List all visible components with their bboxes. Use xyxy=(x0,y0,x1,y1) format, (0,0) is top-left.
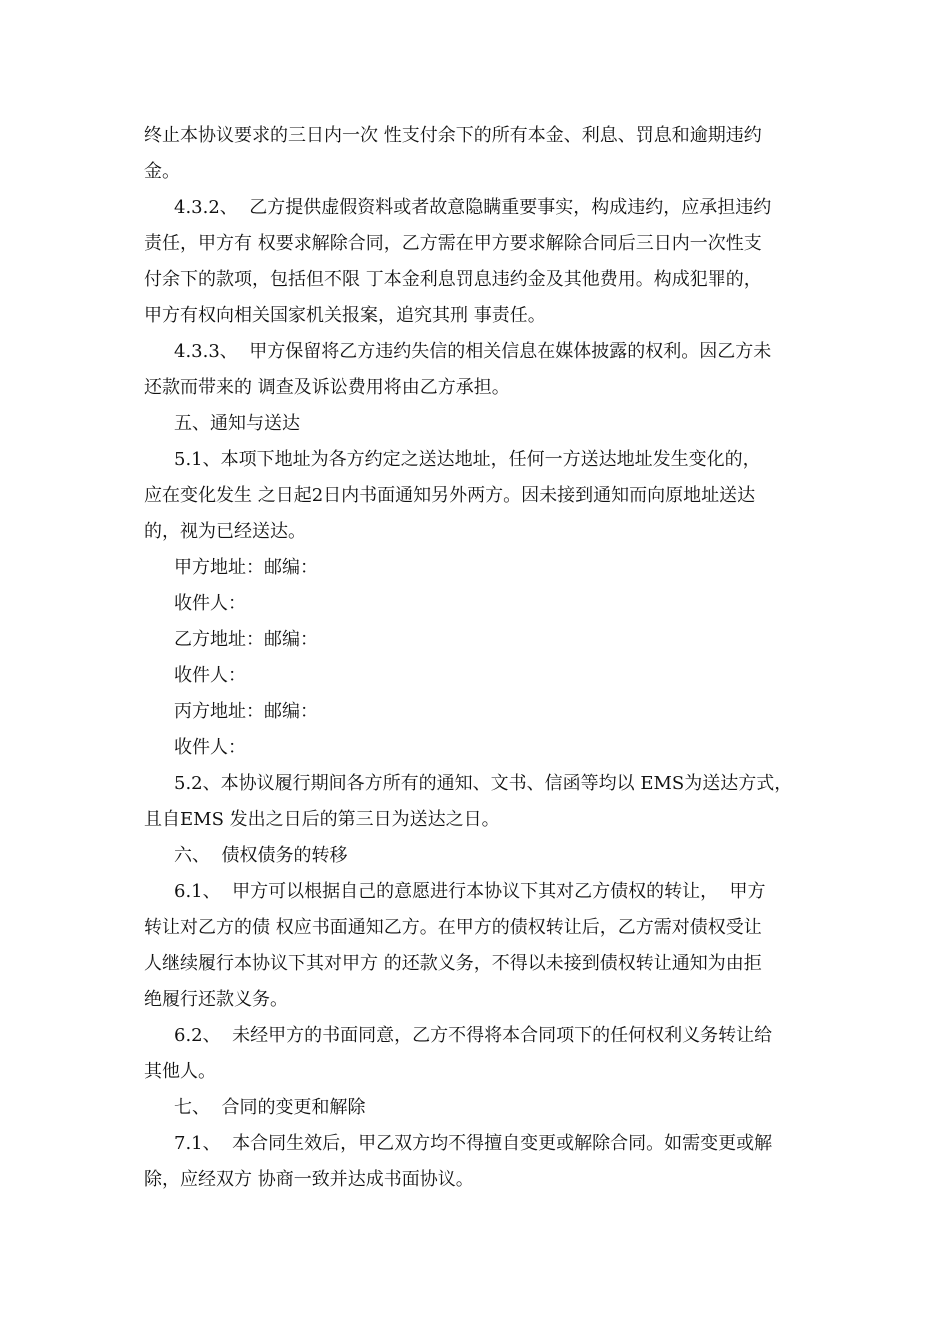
party-b-recipient: 收件人： xyxy=(174,665,246,686)
paragraph-line: 还款而带来的 调查及诉讼费用将由乙方承担。 xyxy=(144,377,510,398)
section-heading-5: 五、通知与送达 xyxy=(174,413,300,434)
party-c-recipient: 收件人： xyxy=(174,737,246,758)
section-heading-6: 六、 债权债务的转移 xyxy=(174,845,348,866)
paragraph-line: 终止本协议要求的三日内一次 性支付余下的所有本金、利息、罚息和逾期违约 xyxy=(144,125,762,146)
section-heading-7: 七、 合同的变更和解除 xyxy=(174,1097,366,1118)
paragraph-line: 应在变化发生 之日起2日内书面通知另外两方。因未接到通知而向原地址送达 xyxy=(144,485,756,506)
clause-7-1: 7.1、 本合同生效后，甲乙双方均不得擅自变更或解除合同。如需变更或解 xyxy=(174,1133,773,1154)
paragraph-line: 付余下的款项，包括但不限 丁本金利息罚息违约金及其他费用。构成犯罪的， xyxy=(144,269,762,290)
clause-5-1: 5.1、本项下地址为各方约定之送达地址，任何一方送达地址发生变化的， xyxy=(174,449,761,470)
party-c-address: 丙方地址：邮编： xyxy=(174,701,318,722)
paragraph-line: 转让对乙方的债 权应书面通知乙方。在甲方的债权转让后，乙方需对债权受让 xyxy=(144,917,762,938)
clause-6-2: 6.2、 未经甲方的书面同意，乙方不得将本合同项下的任何权利义务转让给 xyxy=(174,1025,773,1046)
paragraph-line: 除，应经双方 协商一致并达成书面协议。 xyxy=(144,1169,474,1190)
paragraph-line: 责任，甲方有 权要求解除合同，乙方需在甲方要求解除合同后三日内一次性支 xyxy=(144,233,762,254)
party-a-address: 甲方地址：邮编： xyxy=(174,557,318,578)
clause-6-1: 6.1、 甲方可以根据自己的意愿进行本协议下其对乙方债权的转让， 甲方 xyxy=(174,881,766,902)
paragraph-line: 其他人。 xyxy=(144,1061,216,1082)
paragraph-line: 金。 xyxy=(144,161,180,182)
party-b-address: 乙方地址：邮编： xyxy=(174,629,318,650)
clause-4-3-3: 4.3.3、 甲方保留将乙方违约失信的相关信息在媒体披露的权利。因乙方未 xyxy=(174,341,772,362)
paragraph-line: 且自EMS 发出之日后的第三日为送达之日。 xyxy=(144,809,500,830)
paragraph-line: 甲方有权向相关国家机关报案，追究其刑 事责任。 xyxy=(144,305,546,326)
paragraph-line: 人继续履行本协议下其对甲方 的还款义务，不得以未接到债权转让通知为由拒 xyxy=(144,953,762,974)
document-body xyxy=(144,118,814,1198)
paragraph-line: 的，视为已经送达。 xyxy=(144,521,306,542)
clause-5-2: 5.2、本协议履行期间各方所有的通知、文书、信函等均以 EMS为送达方式， xyxy=(174,773,793,794)
paragraph-line: 绝履行还款义务。 xyxy=(144,989,288,1010)
clause-4-3-2: 4.3.2、 乙方提供虚假资料或者故意隐瞒重要事实，构成违约，应承担违约 xyxy=(174,197,772,218)
party-a-recipient: 收件人： xyxy=(174,593,246,614)
